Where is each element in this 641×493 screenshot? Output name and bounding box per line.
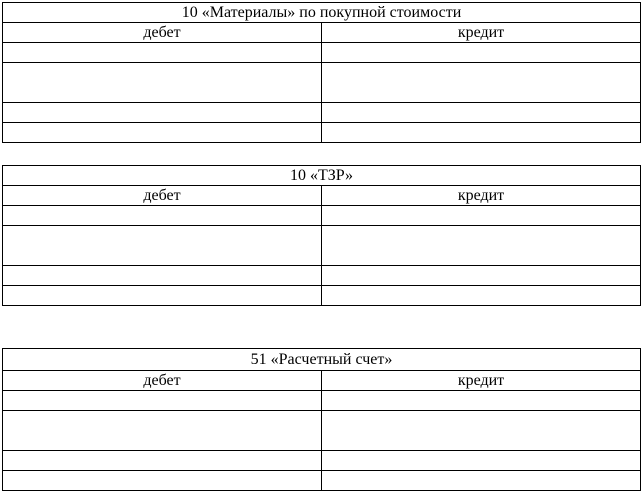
- debit-cell[interactable]: [3, 226, 322, 266]
- debit-cell[interactable]: [3, 63, 322, 103]
- credit-total-cell[interactable]: [322, 471, 641, 491]
- debit-total-cell[interactable]: [3, 471, 322, 491]
- credit-total-cell[interactable]: [322, 123, 641, 143]
- debit-cell[interactable]: [3, 451, 322, 471]
- account-title: 10 «ТЗР»: [3, 166, 641, 186]
- debit-header: дебет: [3, 186, 322, 206]
- debit-cell[interactable]: [3, 391, 322, 411]
- credit-cell[interactable]: [322, 43, 641, 63]
- credit-cell[interactable]: [322, 391, 641, 411]
- credit-cell[interactable]: [322, 266, 641, 286]
- debit-header: дебет: [3, 23, 322, 43]
- debit-total-cell[interactable]: [3, 286, 322, 306]
- credit-cell[interactable]: [322, 226, 641, 266]
- credit-header: кредит: [322, 371, 641, 391]
- credit-header: кредит: [322, 186, 641, 206]
- credit-header: кредит: [322, 23, 641, 43]
- credit-cell[interactable]: [322, 451, 641, 471]
- credit-cell[interactable]: [322, 103, 641, 123]
- credit-cell[interactable]: [322, 206, 641, 226]
- debit-cell[interactable]: [3, 411, 322, 451]
- debit-cell[interactable]: [3, 43, 322, 63]
- account-table-materials: [2, 2, 641, 143]
- debit-total-cell[interactable]: [3, 123, 322, 143]
- account-table-bank: [2, 348, 641, 491]
- debit-cell[interactable]: [3, 206, 322, 226]
- account-title: 51 «Расчетный счет»: [3, 349, 641, 371]
- account-title: 10 «Материалы» по покупной стоимости: [3, 3, 641, 23]
- credit-cell[interactable]: [322, 63, 641, 103]
- debit-header: дебет: [3, 371, 322, 391]
- account-table-tzr: [2, 165, 641, 306]
- credit-cell[interactable]: [322, 411, 641, 451]
- credit-total-cell[interactable]: [322, 286, 641, 306]
- debit-cell[interactable]: [3, 266, 322, 286]
- debit-cell[interactable]: [3, 103, 322, 123]
